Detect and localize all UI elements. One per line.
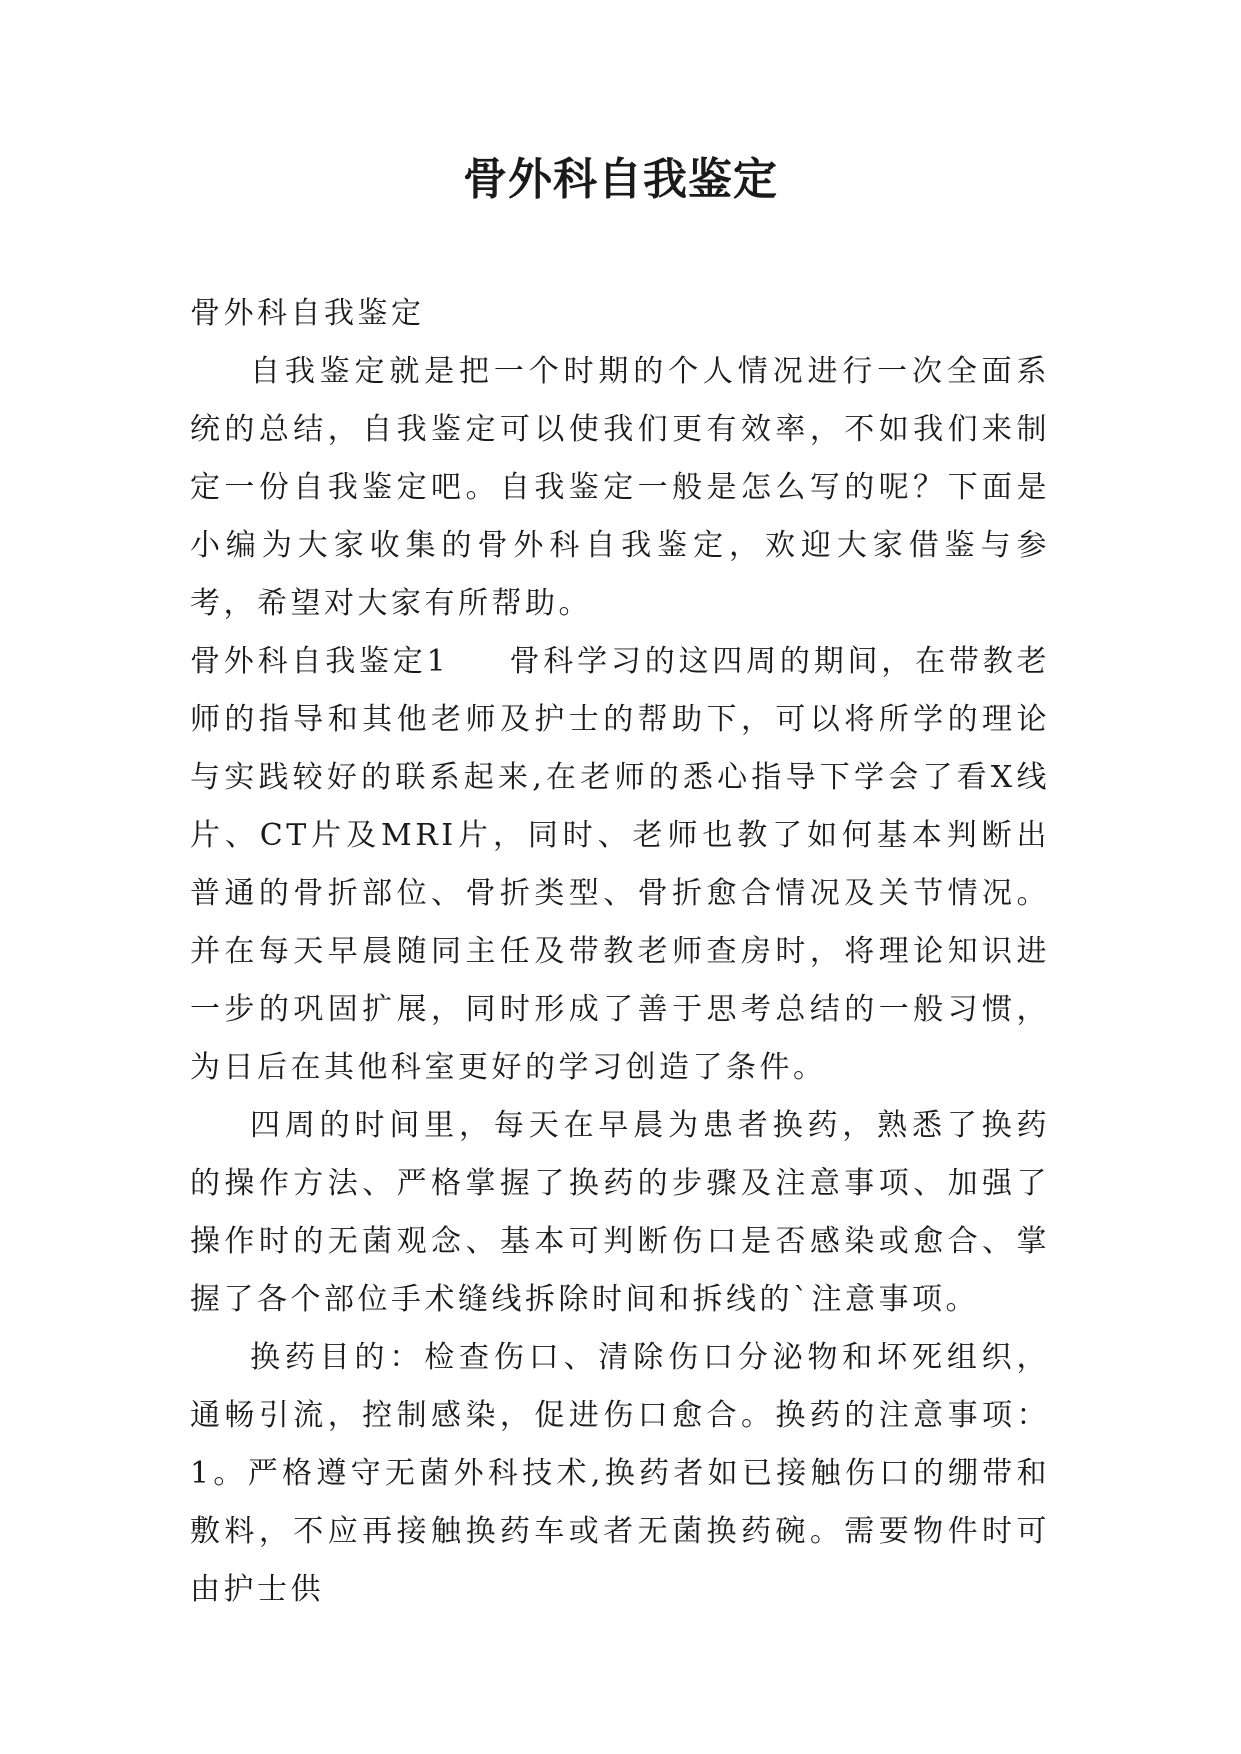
dressing-change-paragraph: 四周的时间里，每天在早晨为患者换药，熟悉了换药的操作方法、严格掌握了换药的步骤及注意事项、加强了操作时的无菌观念、基本可判断伤口是否感染或愈合、掌握了各个部位手术缝线拆除时间和拆线的`注意事项。 [190, 1108, 1050, 1317]
document-subtitle: 骨外科自我鉴定 [190, 296, 425, 331]
section-1-heading: 骨外科自我鉴定1 [190, 644, 450, 679]
dressing-purpose-paragraph: 换药目的：检查伤口、清除伤口分泌物和坏死组织，通畅引流，控制感染，促进伤口愈合。换药的注意事项：1。严格遵守无菌外科技术,换药者如已接触伤口的绷带和敷料，不应再接触换药车或者无菌换药碗。需要物件时可由护士供 [190, 1340, 1050, 1607]
section-1-text: 骨科学习的这四周的期间，在带教老师的指导和其他老师及护士的帮助下，可以将所学的理论与实践较好的联系起来,在老师的悉心指导下学会了看X线片、CT片及MRI片，同时、老师也教了如何基本判断出普通的骨折部位、骨折类型、骨折愈合情况及关节情况。并在每天早晨随同主任及带教老师查房时，将理论知识进一步的巩固扩展，同时形成了善于思考总结的一般习惯，为日后在其他科室更好的学习创造了条件。 [190, 644, 1051, 1085]
intro-paragraph: 自我鉴定就是把一个时期的个人情况进行一次全面系统的总结，自我鉴定可以使我们更有效率，不如我们来制定一份自我鉴定吧。自我鉴定一般是怎么写的呢？下面是小编为大家收集的骨外科自我鉴定，欢迎大家借鉴与参考，希望对大家有所帮助。 [190, 354, 1050, 621]
document-body [190, 285, 1050, 1619]
document-title: 骨外科自我鉴定 [463, 154, 778, 205]
section-1-paragraph [190, 633, 1050, 1097]
